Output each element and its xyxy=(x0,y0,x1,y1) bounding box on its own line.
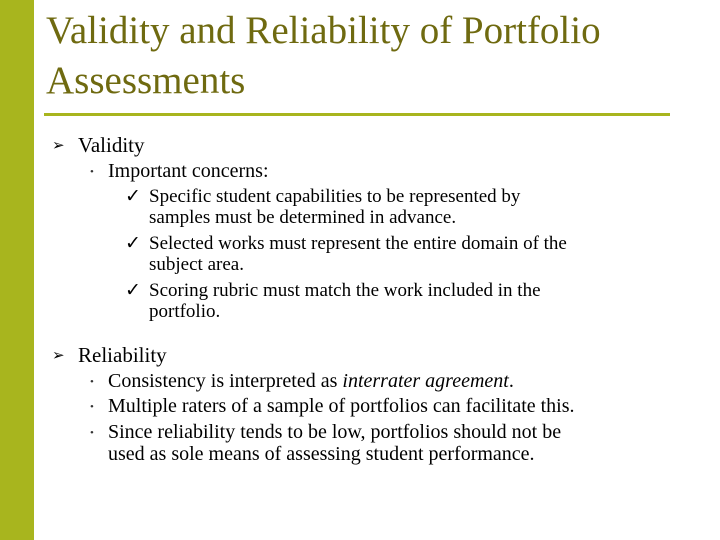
checkmark-icon: ✓ xyxy=(125,186,141,207)
reliability-item-1-emphasis: interrater agreement xyxy=(342,370,509,392)
reliability-item-3-line-2: used as sole means of assessing student performance. xyxy=(108,443,535,465)
check-item-1-line-2: samples must be determined in advance. xyxy=(149,207,457,228)
dot-bullet-icon: • xyxy=(90,401,94,413)
arrow-bullet-icon: ➢ xyxy=(52,348,65,364)
reliability-item-1-post: . xyxy=(508,370,514,392)
reliability-item-1 xyxy=(108,369,514,393)
title-line-2: Assessments xyxy=(46,59,246,102)
check-item-2-line-1: Selected works must represent the entire domain of the xyxy=(149,233,567,254)
validity-heading: Validity xyxy=(78,133,145,157)
checkmark-icon: ✓ xyxy=(125,280,141,301)
reliability-item-1-pre: Consistency is interpreted as xyxy=(108,370,343,392)
check-item-2-line-2: subject area. xyxy=(149,254,244,275)
checkmark-icon: ✓ xyxy=(125,233,141,254)
dot-bullet-icon: • xyxy=(90,376,94,388)
check-item-1-line-1: Specific student capabilities to be represented by xyxy=(149,186,521,207)
check-item-3-line-2: portfolio. xyxy=(149,301,221,322)
dot-bullet-icon: • xyxy=(90,427,94,439)
concerns-label: Important concerns: xyxy=(108,160,269,182)
dot-bullet-icon: • xyxy=(90,166,94,178)
reliability-item-3-line-1: Since reliability tends to be low, portfolios should not be xyxy=(108,421,562,443)
reliability-item-2: Multiple raters of a sample of portfolios can facilitate this. xyxy=(108,395,575,417)
title-line-1: Validity and Reliability of Portfolio xyxy=(46,9,601,52)
reliability-heading: Reliability xyxy=(78,343,167,367)
arrow-bullet-icon: ➢ xyxy=(52,138,65,154)
check-item-3-line-1: Scoring rubric must match the work included in the xyxy=(149,280,541,301)
